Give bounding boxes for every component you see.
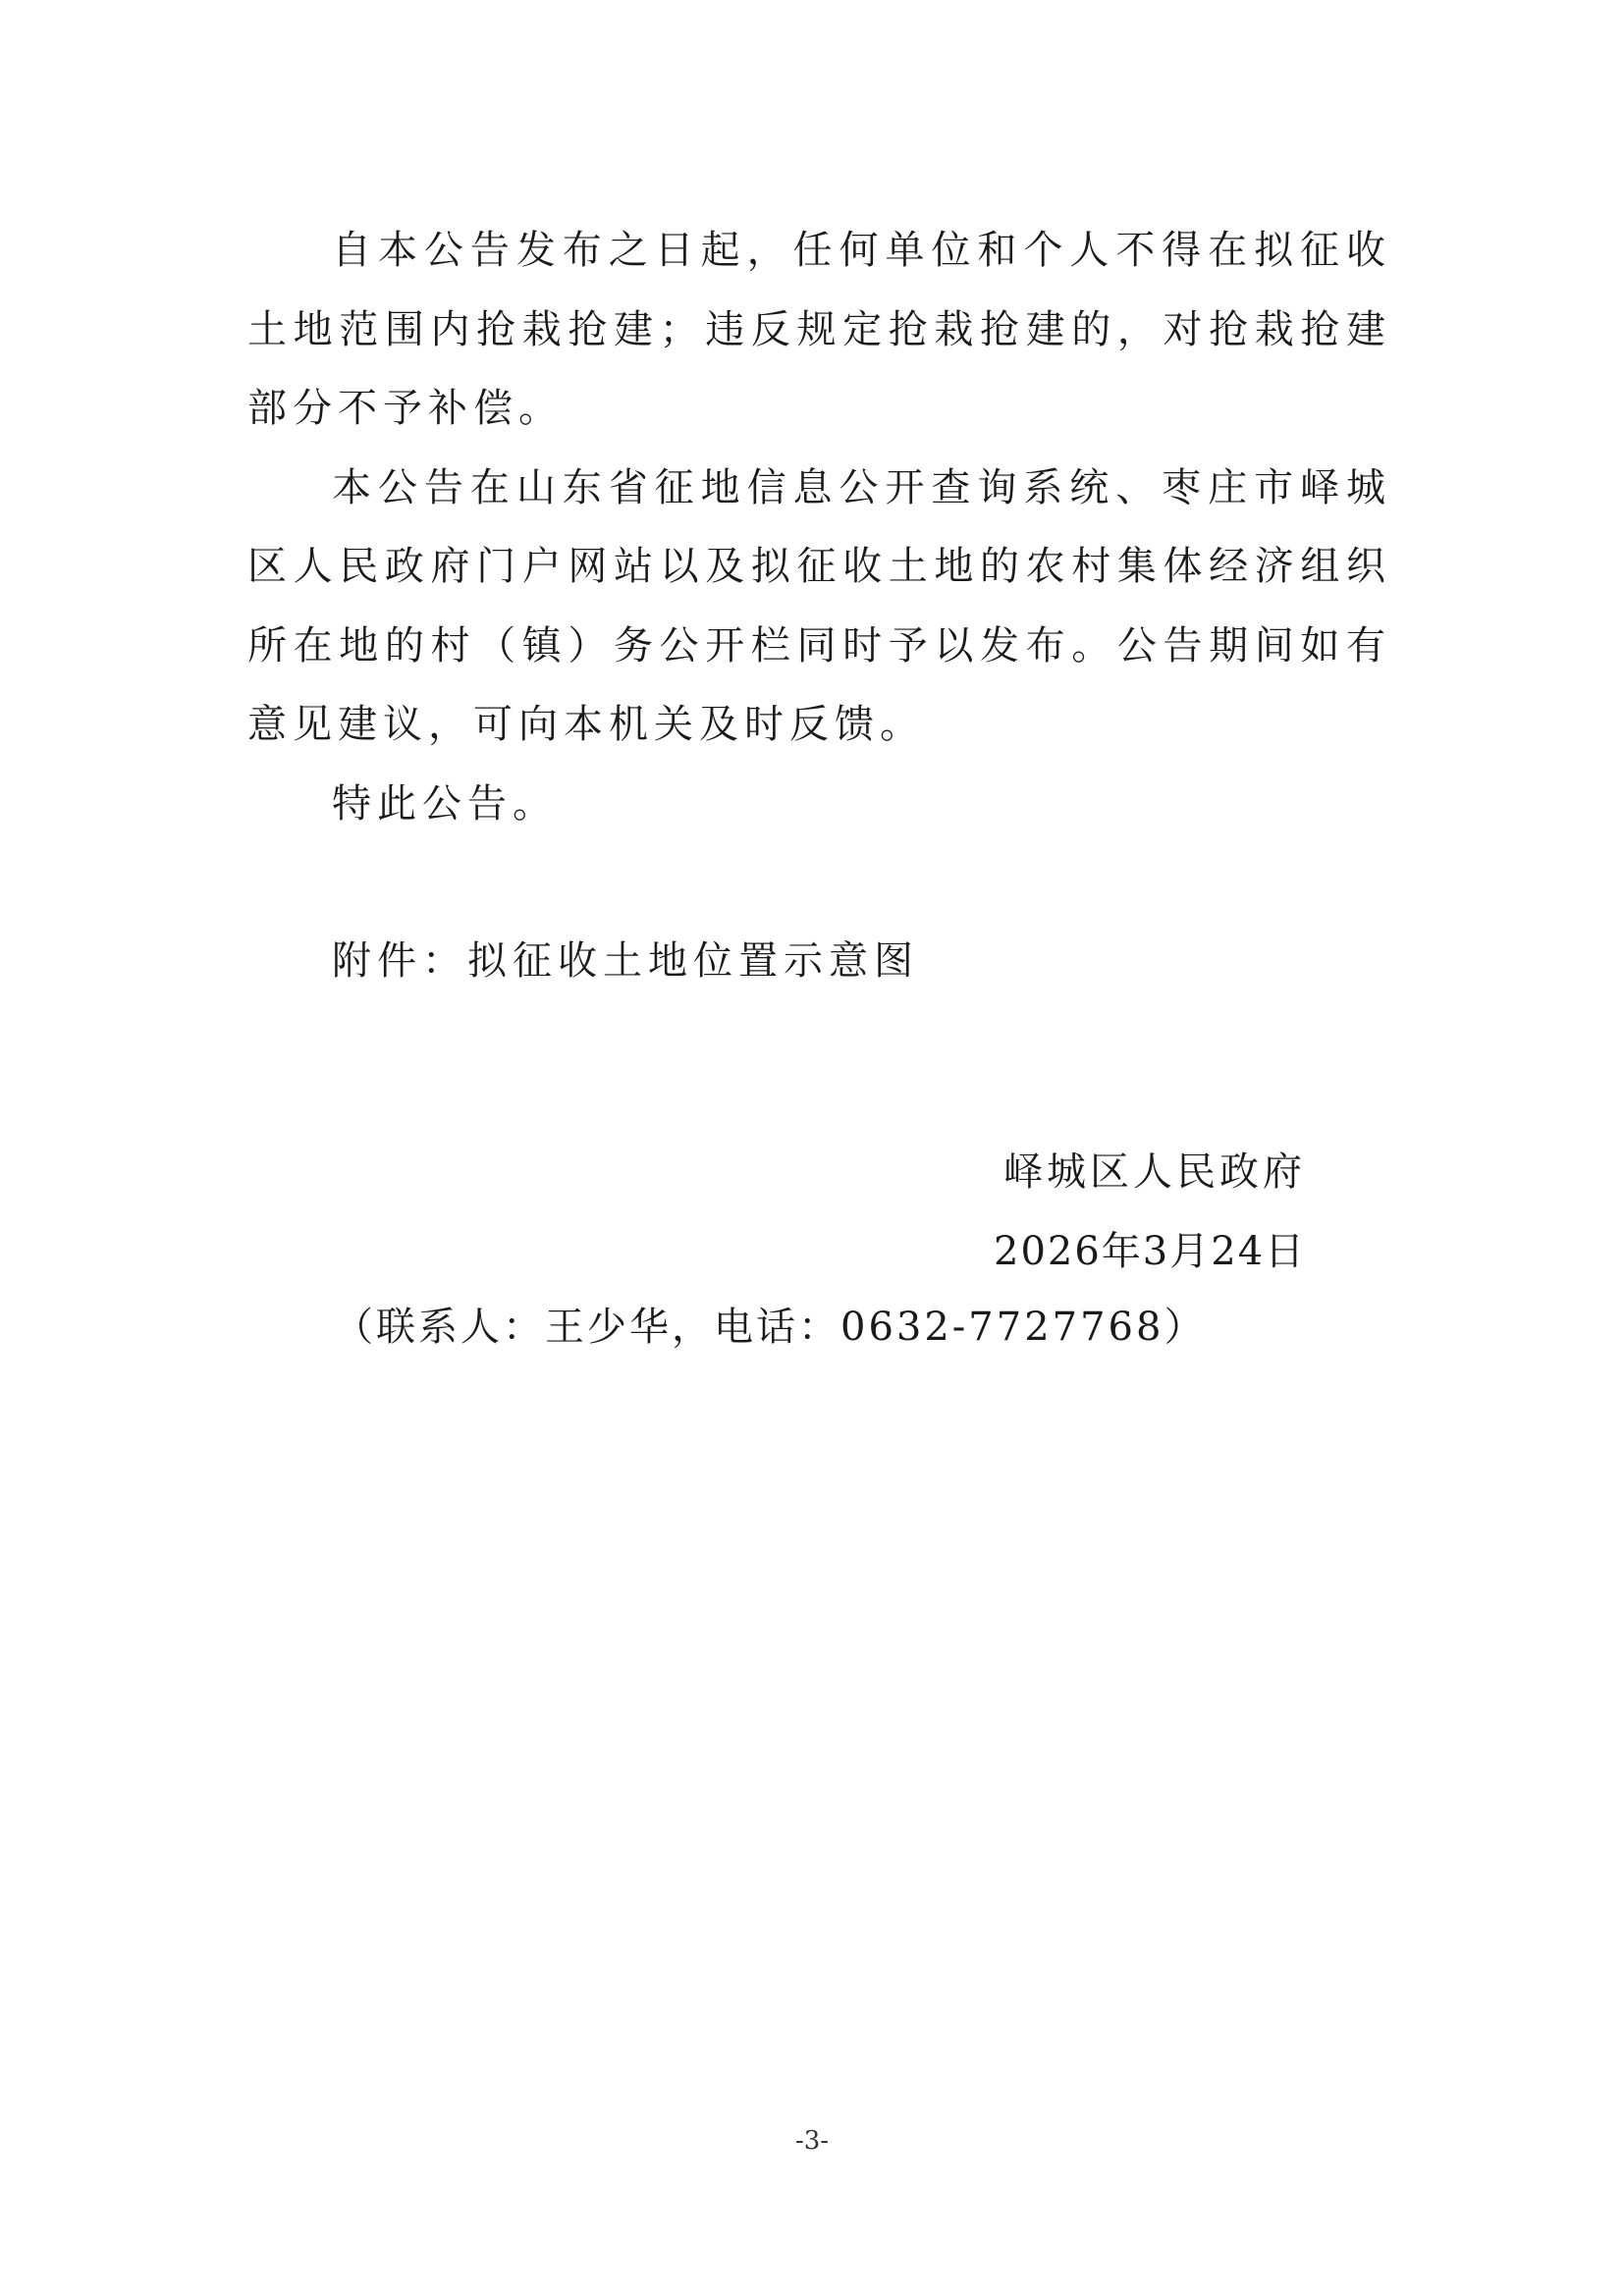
signature-organization: 峄城区人民政府 [1003, 1149, 1306, 1195]
paragraph-no-construction-notice: 自本公告发布之日起，任何单位和个人不得在拟征收土地范围内抢栽抢建；违反规定抢栽抢建的，对抢栽抢建部分不予补偿。 [247, 228, 1391, 431]
page-number: -3- [794, 2126, 830, 2156]
paragraph-publication-channels: 本公告在山东省征地信息公开查询系统、枣庄市峄城区人民政府门户网站以及拟征收土地的农村集体经济组织所在地的村（镇）务公开栏同时予以发布。公告期间如有意见建议，可向本机关及时反馈。 [247, 464, 1391, 747]
attachment-line: 附件：拟征收土地位置示意图 [332, 938, 919, 984]
signature-date: 2026年3月24日 [994, 1229, 1307, 1274]
paragraph-closing: 特此公告。 [332, 780, 558, 827]
contact-info: （联系人：王少华，电话：0632-7727768） [334, 1305, 1207, 1350]
document-body [247, 211, 1391, 1001]
spacer [247, 843, 1391, 922]
